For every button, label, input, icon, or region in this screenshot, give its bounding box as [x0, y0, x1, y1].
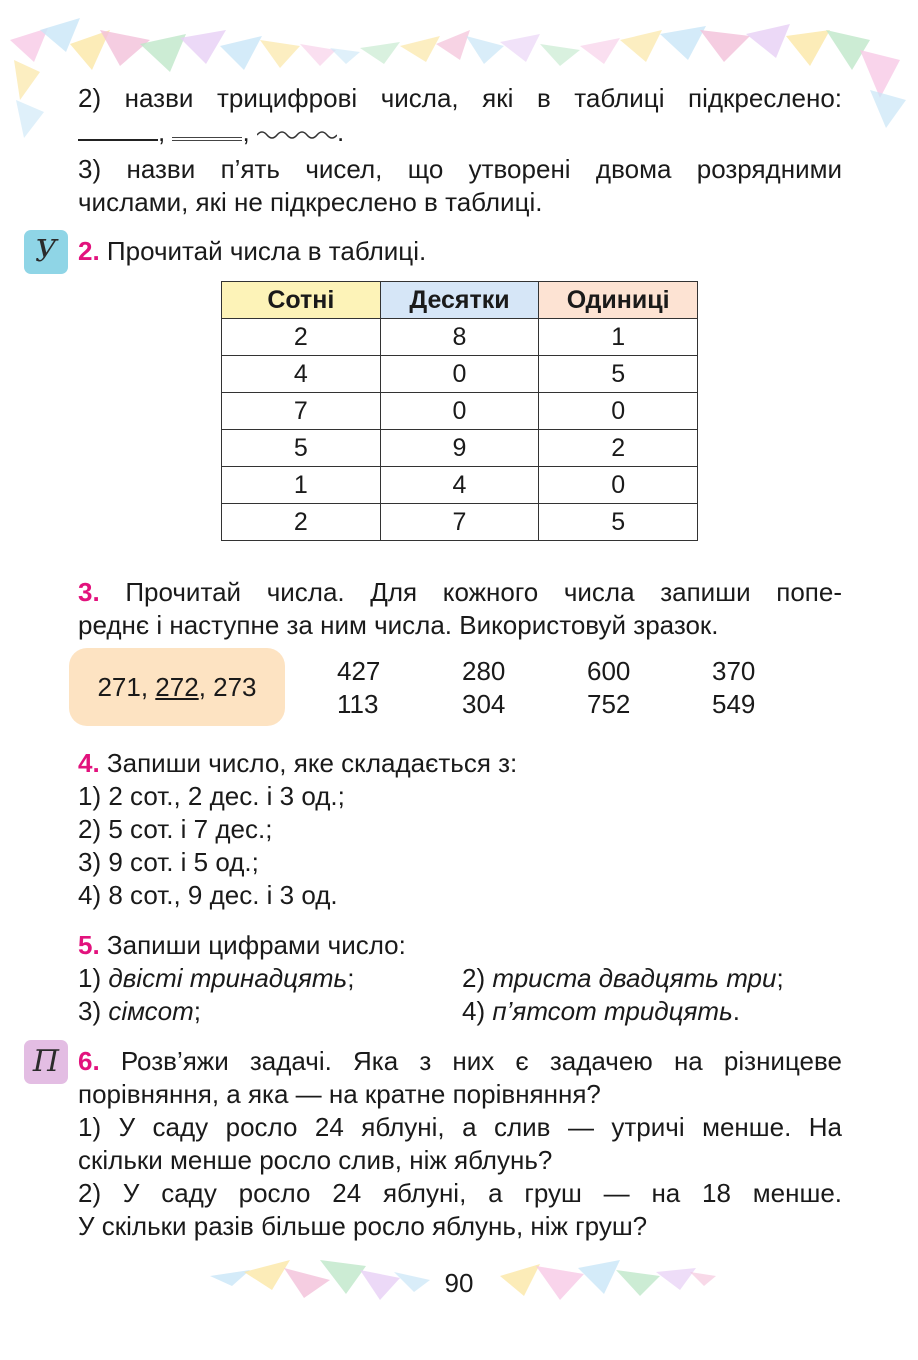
- table-cell: 2: [222, 504, 381, 541]
- table-cell: 4: [380, 467, 539, 504]
- table-cell: 2: [539, 430, 698, 467]
- number-column: 280 304: [462, 656, 506, 719]
- table-cell: 0: [539, 467, 698, 504]
- list-item: 1) 2 сот., 2 дес. і 3 од.;: [78, 781, 345, 811]
- exercise-6-line3: 1) У саду росло 24 яблуні, а слив — утричі менше. На: [78, 1112, 842, 1142]
- double-underline-blank: [172, 120, 242, 141]
- table-cell: 0: [539, 393, 698, 430]
- list-item: 2) триста двадцять три;: [462, 963, 784, 993]
- table-cell: 8: [380, 319, 539, 356]
- number-column: 370 549: [712, 656, 756, 719]
- table-row: [222, 504, 698, 541]
- table-cell: 5: [539, 356, 698, 393]
- page-number: 90: [444, 1268, 474, 1298]
- table-cell: 5: [539, 504, 698, 541]
- list-item: 4) п’ятсот тридцять.: [462, 996, 741, 1026]
- wavy-underline-blank: [257, 127, 337, 141]
- table-row: [222, 393, 698, 430]
- number-column: 427 113: [337, 656, 381, 719]
- exercise-6-line5: 2) У саду росло 24 яблуні, а груш — на 18 менше.: [78, 1178, 842, 1208]
- exercise-3-line1: 3. Прочитай числа. Для кожного числа запиши попе-: [78, 577, 842, 607]
- exercise-4-heading: 4. Запиши число, яке складається з:: [78, 748, 518, 778]
- exercise-number: 4.: [78, 748, 100, 778]
- straight-underline-blank: [78, 121, 158, 141]
- table-row: [222, 430, 698, 467]
- exercise-number: 2.: [78, 236, 100, 266]
- exercise-2-heading: [78, 235, 842, 268]
- oral-task-icon: У: [24, 230, 68, 274]
- table-row: [222, 467, 698, 504]
- task-item-2: 2) назви трицифрові числа, які в таблиці підкреслено:: [78, 83, 842, 113]
- list-item: 3) сімсот; 4) п’ятсот тридцять.: [78, 996, 741, 1026]
- exercise-5-heading: 5. Запиши цифрами число:: [78, 930, 406, 960]
- table-cell: 7: [380, 504, 539, 541]
- table-cell: 0: [380, 393, 539, 430]
- list-item: 2) 5 сот. і 7 дес.;: [78, 814, 273, 844]
- header-desiatky: Десятки: [380, 282, 539, 319]
- list-item: 1) двісті тринадцять; 2) триста двадцять три;: [78, 963, 784, 993]
- exercise-6-line2: порівняння, а яка — на кратне порівняння?: [78, 1079, 601, 1109]
- sample-underlined-number: 272: [155, 672, 199, 702]
- table-cell: 7: [222, 393, 381, 430]
- exercise-number: 5.: [78, 930, 100, 960]
- table-cell: 2: [222, 319, 381, 356]
- exercise-text: Прочитай числа в таблиці.: [106, 236, 427, 266]
- exercise-number: 6.: [78, 1046, 100, 1076]
- list-item: 4) 8 сот., 9 дес. і 3 од.: [78, 880, 338, 910]
- table-cell: 1: [539, 319, 698, 356]
- exercise-6-line1: 6. Розв’яжи задачі. Яка з них є задачею на різницеве: [78, 1046, 842, 1076]
- table-row: [222, 356, 698, 393]
- number-column: 600 752: [587, 656, 631, 719]
- table-cell: 0: [380, 356, 539, 393]
- table-cell: 5: [222, 430, 381, 467]
- sample-box: 271, 272, 273: [69, 648, 285, 726]
- exercise-number: 3.: [78, 577, 100, 607]
- answer-blanks-line: , , .: [78, 116, 842, 149]
- table-cell: 4: [222, 356, 381, 393]
- table-cell: 9: [380, 430, 539, 467]
- exercise-6-line4: скільки менше росло слив, ніж яблунь?: [78, 1145, 553, 1175]
- exercise-3-line2: реднє і наступне за ним числа. Використовуй зразок.: [78, 610, 719, 640]
- place-value-table: [221, 281, 698, 541]
- table-row: [222, 319, 698, 356]
- list-item: 3) 9 сот. і 5 од.;: [78, 847, 259, 877]
- header-odynytsi: Одиниці: [539, 282, 698, 319]
- pair-work-icon: П: [24, 1040, 68, 1084]
- task-item-3-line2: числами, які не підкреслено в таблиці.: [78, 187, 543, 217]
- exercise-6-line6: У скільки разів більше росло яблунь, ніж груш?: [78, 1211, 648, 1241]
- task-item-3-line1: 3) назви п’ять чисел, що утворені двома розрядними: [78, 154, 842, 184]
- header-sotni: Сотні: [222, 282, 381, 319]
- table-cell: 1: [222, 467, 381, 504]
